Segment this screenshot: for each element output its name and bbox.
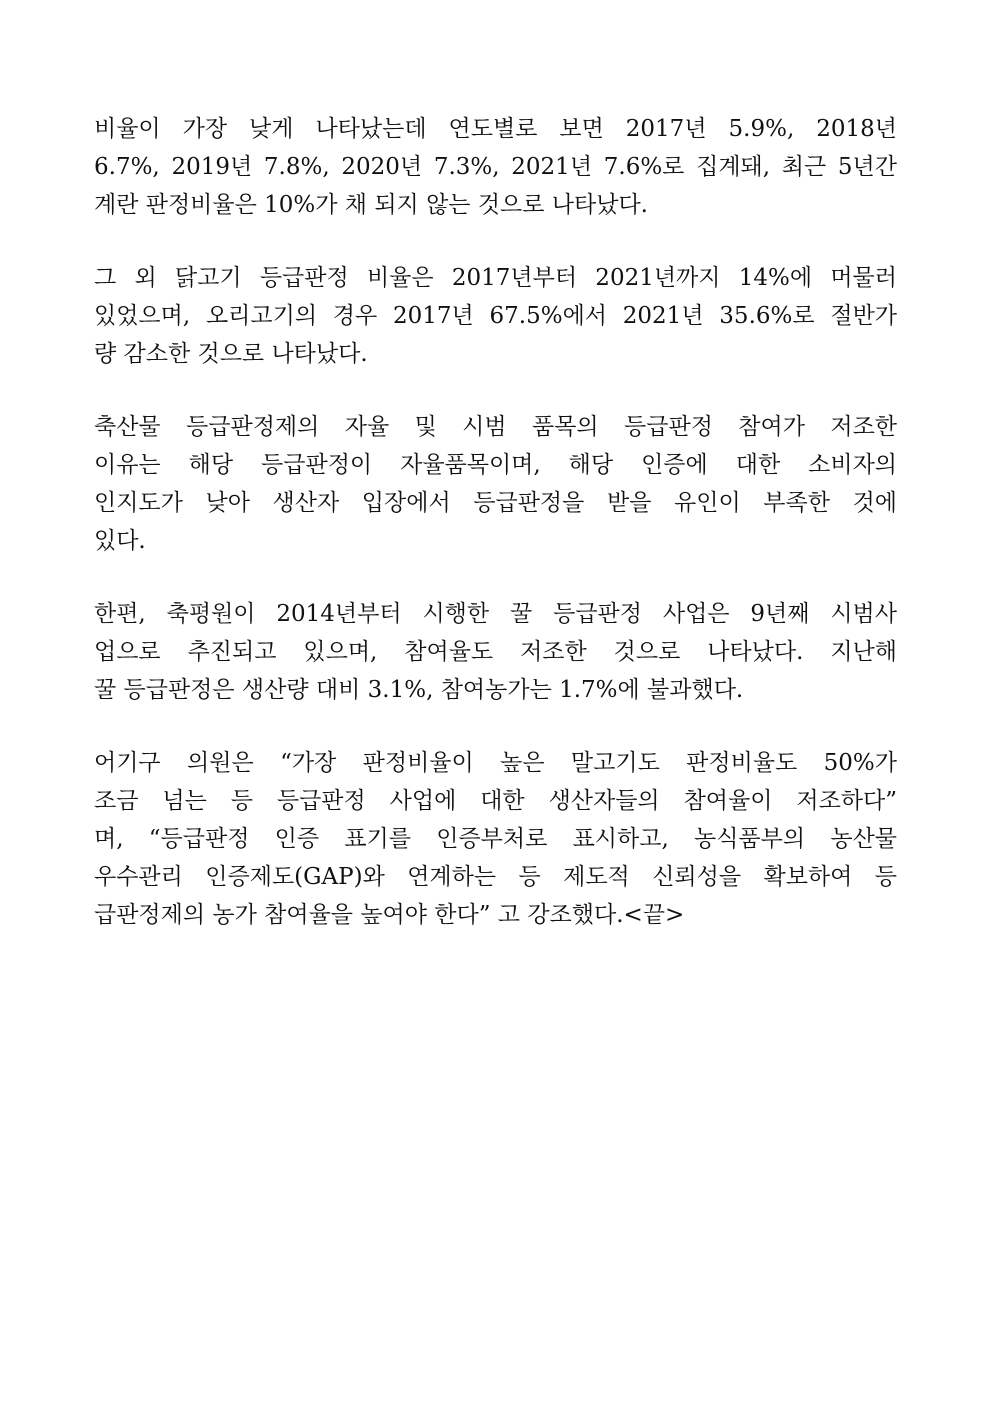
paragraph-lawmaker-quote	[94, 744, 897, 934]
document-body	[94, 110, 897, 969]
text-line: 한편, 축평원이 2014년부터 시행한 꿀 등급판정 사업은 9년째 시범사	[94, 601, 897, 627]
text-line: 축산물 등급판정제의 자율 및 시범 품목의 등급판정 참여가 저조한	[94, 414, 897, 440]
text-line: 그 외 닭고기 등급판정 비율은 2017년부터 2021년까지 14%에 머물러	[94, 265, 897, 291]
text-line: 조금 넘는 등 등급판정 사업에 대한 생산자들의 참여율이 저조하다”	[94, 788, 897, 814]
text-line: 있다.	[94, 528, 146, 554]
paragraph-honey-grading	[94, 595, 897, 709]
text-line: 6.7%, 2019년 7.8%, 2020년 7.3%, 2021년 7.6%로 집계돼, 최근 5년간	[94, 154, 897, 180]
text-line: 우수관리 인증제도(GAP)와 연계하는 등 제도적 신뢰성을 확보하여 등	[94, 864, 897, 890]
text-line: 인지도가 낮아 생산자 입장에서 등급판정을 받을 유인이 부족한 것에	[94, 490, 897, 516]
text-line: 꿀 등급판정은 생산량 대비 3.1%, 참여농가는 1.7%에 불과했다.	[94, 677, 744, 703]
text-line: 있었으며, 오리고기의 경우 2017년 67.5%에서 2021년 35.6%로 절반가	[94, 303, 897, 329]
text-line: 비율이 가장 낮게 나타났는데 연도별로 보면 2017년 5.9%, 2018년	[94, 116, 897, 142]
text-line: 이유는 해당 등급판정이 자율품목이며, 해당 인증에 대한 소비자의	[94, 452, 897, 478]
text-line: 량 감소한 것으로 나타났다.	[94, 341, 368, 367]
text-line: 급판정제의 농가 참여율을 높여야 한다” 고 강조했다.<끝>	[94, 902, 685, 928]
paragraph-poultry-grading	[94, 259, 897, 373]
text-line: 어기구 의원은 “가장 판정비율이 높은 말고기도 판정비율도 50%가	[94, 750, 897, 776]
paragraph-low-participation-reason	[94, 408, 897, 560]
paragraph-egg-grading	[94, 110, 897, 224]
text-line: 계란 판정비율은 10%가 채 되지 않는 것으로 나타났다.	[94, 192, 648, 218]
text-line: 며, “등급판정 인증 표기를 인증부처로 표시하고, 농식품부의 농산물	[94, 826, 897, 852]
text-line: 업으로 추진되고 있으며, 참여율도 저조한 것으로 나타났다. 지난해	[94, 639, 897, 665]
